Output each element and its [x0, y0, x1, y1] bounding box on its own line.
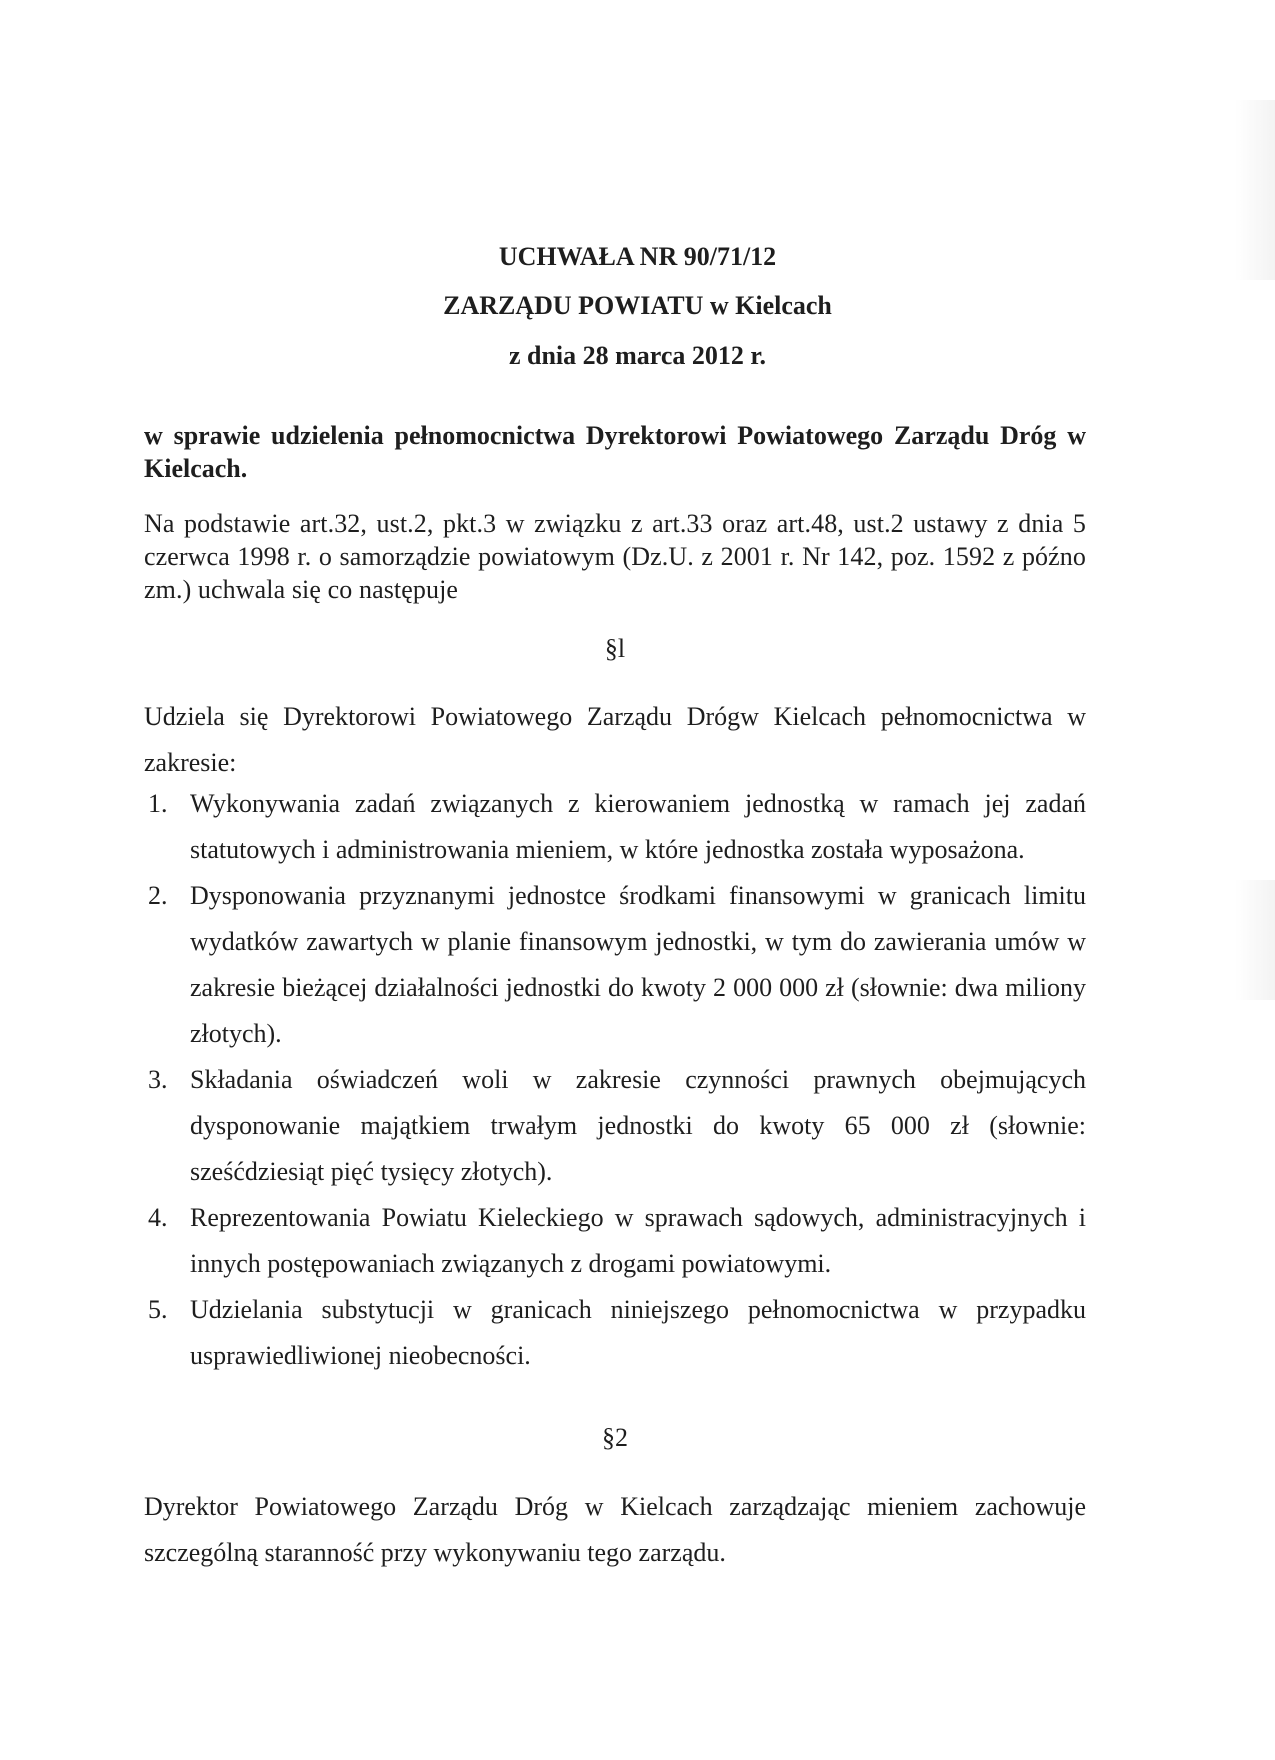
list-item-number: 1.	[148, 789, 168, 818]
resolution-subject: w sprawie udzielenia pełnomocnictwa Dyrektorowi Powiatowego Zarządu Dróg w Kielcach.	[144, 421, 1086, 483]
section-1-mark: §l	[604, 634, 626, 663]
legal-basis: Na podstawie art.32, ust.2, pkt.3 w związku z art.33 oraz art.48, ust.2 ustawy z dnia 5 czerwca 1998 r. o samorządzie powiatowym (Dz.U. z 2001 r. Nr 142, poz. 1592 z późno zm.) uchwala się co następuje	[144, 509, 1086, 604]
list-item-number: 2.	[148, 881, 168, 910]
powers-list	[144, 781, 1086, 1379]
list-item-text: Dysponowania przyznanymi jednostce środkami finansowymi w granicach limitu wydatków zawartych w planie finansowym jednostki, w tym do zawierania umów w zakresie bieżącej działalności jednostki do kwoty 2 000 000 zł (słownie: dwa miliony złotych).	[190, 881, 1086, 1048]
list-item	[144, 873, 1086, 1057]
section-1-intro: Udziela się Dyrektorowi Powiatowego Zarządu Drógw Kielcach pełnomocnictwa w zakresie:	[144, 702, 1086, 777]
list-item-number: 3.	[148, 1065, 168, 1094]
list-item-text: Składania oświadczeń woli w zakresie czynności prawnych obejmujących dysponowanie majątkiem trwałym jednostki do kwoty 65 000 zł (słownie: sześćdziesiąt pięć tysięcy złotych).	[190, 1065, 1086, 1186]
resolution-date: z dnia 28 marca 2012 r.	[508, 341, 767, 370]
list-item-text: Wykonywania zadań związanych z kierowaniem jednostką w ramach jej zadań statutowych i administrowania mieniem, w które jednostka została wyposażona.	[190, 789, 1086, 864]
section-2-mark: §2	[602, 1423, 628, 1452]
list-item	[144, 1057, 1086, 1195]
list-item-number: 4.	[148, 1203, 168, 1232]
scan-shadow	[1235, 880, 1275, 1000]
list-item-text: Reprezentowania Powiatu Kieleckiego w sprawach sądowych, administracyjnych i innych postępowaniach związanych z drogami powiatowymi.	[190, 1203, 1086, 1278]
section-2-text: Dyrektor Powiatowego Zarządu Dróg w Kielcach zarządzając mieniem zachowuje szczególną staranność przy wykonywaniu tego zarządu.	[144, 1492, 1086, 1567]
resolution-number: UCHWAŁA NR 90/71/12	[498, 242, 777, 271]
list-item-number: 5.	[148, 1295, 168, 1324]
issuing-authority: ZARZĄDU POWIATU w Kielcach	[443, 291, 832, 320]
list-item	[144, 1287, 1086, 1379]
list-item	[144, 781, 1086, 873]
list-item	[144, 1195, 1086, 1287]
list-item-text: Udzielania substytucji w granicach niniejszego pełnomocnictwa w przypadku usprawiedliwionej nieobecności.	[190, 1295, 1086, 1370]
